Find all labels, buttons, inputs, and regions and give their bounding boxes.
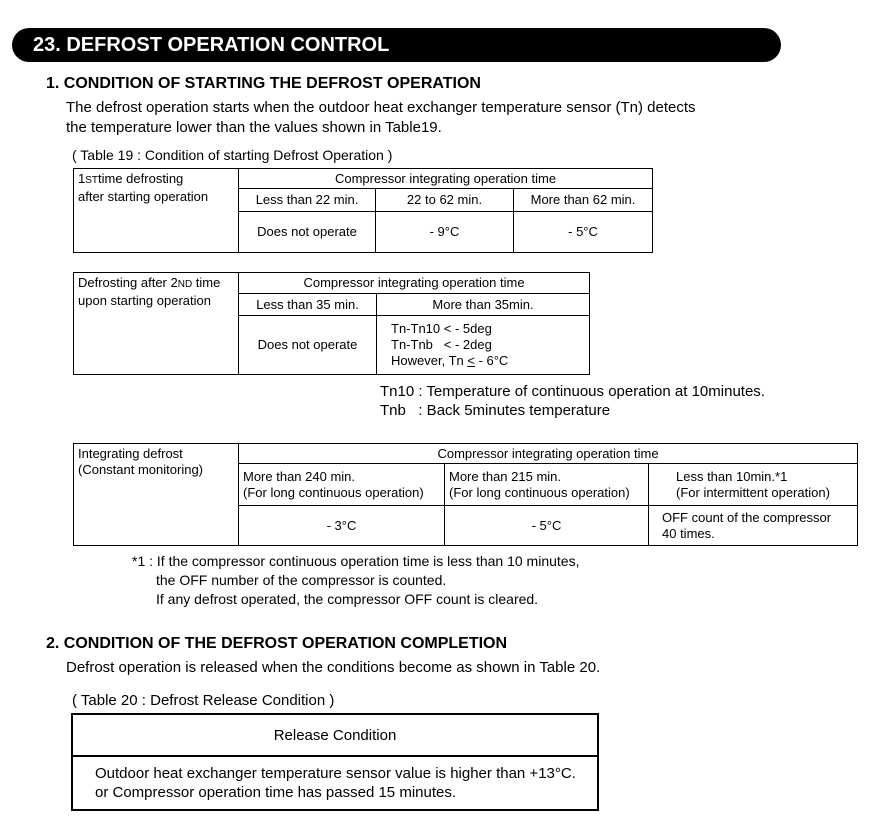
legend-tnb: Tnb : Back 5minutes temperature: [380, 402, 611, 419]
footnote-line-2: the OFF number of the compressor is counted.: [156, 572, 447, 588]
integrating-col-header: [445, 464, 649, 506]
table-release-condition: [71, 713, 599, 811]
start-condition-heading: 1. CONDITION OF STARTING THE DEFROST OPERATION: [46, 75, 481, 92]
first-defrost-row-header: [74, 169, 239, 253]
integrating-value: - 5°C: [445, 506, 649, 546]
second-defrost-label-line-2: upon starting operation: [78, 293, 211, 308]
integrating-defrost-label-line-2: (Constant monitoring): [78, 462, 203, 477]
off-count-line-2: 40 times.: [662, 525, 715, 541]
integrating-value: - 3°C: [239, 506, 445, 546]
release-condition-header: Release Condition: [72, 714, 598, 756]
integrating-col-header-line-2: (For long continuous operation): [243, 484, 424, 500]
integrating-col-header-line-1: Less than 10min.*1: [676, 468, 788, 484]
table-integrating-defrost: [73, 443, 858, 546]
integrating-col-header-line-1: More than 215 min.: [449, 468, 562, 484]
completion-description: Defrost operation is released when the conditions become as shown in Table 20.: [66, 659, 601, 676]
off-count-line-1: OFF count of the compressor: [662, 509, 832, 525]
first-defrost-label-line-2: after starting operation: [78, 189, 209, 204]
first-defrost-value: - 5°C: [514, 212, 653, 253]
first-defrost-group-header: Compressor integrating operation time: [239, 169, 653, 189]
footnote-line-3: If any defrost operated, the compressor OFF count is cleared.: [156, 591, 539, 607]
integrating-col-header-line-2: (For intermittent operation): [676, 484, 830, 500]
table-19-caption: ( Table 19 : Condition of starting Defrost Operation ): [72, 147, 393, 163]
table-20-caption: ( Table 20 : Defrost Release Condition ): [72, 692, 335, 709]
second-defrost-condition-1: Tn-Tn10 < - 5deg: [391, 321, 492, 336]
section-title-banner: [12, 28, 781, 62]
second-defrost-group-header: Compressor integrating operation time: [239, 273, 590, 294]
first-defrost-value: Does not operate: [239, 212, 376, 253]
integrating-defrost-row-header: [74, 444, 239, 546]
footnote-line-1: *1 : If the compressor continuous operation time is less than 10 minutes,: [132, 553, 580, 569]
first-defrost-label: time defrosting: [98, 171, 184, 186]
table-first-defrost: [73, 168, 653, 253]
second-defrost-col-header: Less than 35 min.: [239, 294, 377, 316]
first-defrost-ordinal-suffix: ST: [85, 175, 99, 186]
second-defrost-label-end: time: [192, 275, 221, 290]
start-description-line-2: the temperature lower than the values shown in Table19.: [66, 119, 442, 136]
integrating-defrost-group-header: Compressor integrating operation time: [239, 444, 858, 464]
less-or-equal-symbol: <: [467, 353, 475, 368]
condition-3-text: However, Tn: [391, 353, 468, 368]
integrating-defrost-label: Integrating defrost: [78, 446, 183, 461]
table-second-defrost: [73, 272, 590, 375]
first-defrost-col-header: 22 to 62 min.: [376, 189, 514, 212]
first-defrost-value: - 9°C: [376, 212, 514, 253]
first-defrost-col-header: Less than 22 min.: [239, 189, 376, 212]
second-defrost-value: Does not operate: [239, 316, 377, 375]
integrating-value-off-count: [649, 506, 858, 546]
second-defrost-conditions: [377, 316, 590, 375]
second-defrost-col-header: More than 35min.: [377, 294, 590, 316]
release-condition-line-2: or Compressor operation time has passed 15 minutes.: [95, 784, 457, 801]
release-condition-line-1: Outdoor heat exchanger temperature sensor value is higher than +13°C.: [95, 765, 576, 782]
second-defrost-ordinal-suffix: ND: [177, 279, 193, 290]
second-defrost-condition-3: [391, 353, 589, 369]
start-description-line-1: The defrost operation starts when the outdoor heat exchanger temperature sensor (Tn) detects: [66, 99, 696, 116]
condition-3-value: - 6°C: [474, 353, 509, 368]
integrating-col-header-line-1: More than 240 min.: [243, 468, 356, 484]
integrating-col-header-line-2: (For long continuous operation): [449, 484, 630, 500]
legend-tn10: Tn10 : Temperature of continuous operation at 10minutes.: [380, 383, 765, 400]
section-title: 23. DEFROST OPERATION CONTROL: [33, 34, 390, 56]
second-defrost-condition-2: Tn-Tnb < - 2deg: [391, 337, 492, 352]
integrating-col-header: [649, 464, 858, 506]
integrating-col-header: [239, 464, 445, 506]
first-defrost-col-header: More than 62 min.: [514, 189, 653, 212]
second-defrost-row-header: [74, 273, 239, 375]
second-defrost-label-start: Defrosting after 2: [78, 275, 178, 290]
first-defrost-ordinal: 1: [78, 171, 86, 186]
completion-condition-heading: 2. CONDITION OF THE DEFROST OPERATION COMPLETION: [46, 635, 508, 652]
release-condition-body: [72, 756, 598, 810]
